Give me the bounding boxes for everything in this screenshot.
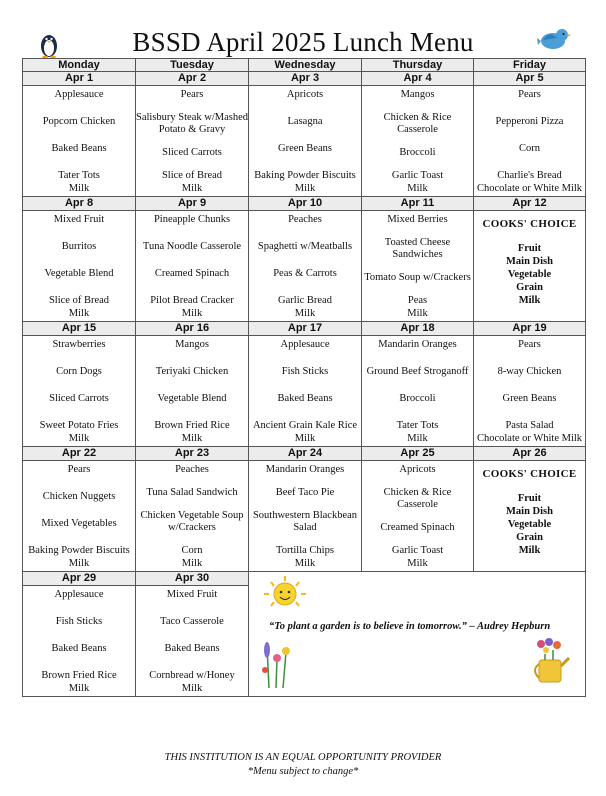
lunch-menu-table xyxy=(22,58,586,697)
menu-item: Corn Dogs xyxy=(56,366,102,377)
menu-milk: Milk xyxy=(294,558,316,569)
date-label: Apr 1 xyxy=(23,72,136,86)
menu-cell xyxy=(23,461,136,572)
menu-item: Fish Sticks xyxy=(55,616,103,627)
menu-item: Ground Beef Stroganoff xyxy=(366,366,469,377)
day-header-monday: Monday xyxy=(23,59,136,72)
menu-item: Sliced Carrots xyxy=(162,147,222,158)
menu-item: Teriyaki Chicken xyxy=(155,366,229,377)
quote-text: “To plant a garden is to believe in tomorrow.” – Audrey Hepburn xyxy=(269,621,551,632)
menu-item: Pasta Salad xyxy=(505,420,554,431)
menu-milk: Milk xyxy=(407,558,428,569)
date-label: Apr 29 xyxy=(23,572,136,586)
menu-item: Green Beans xyxy=(278,143,332,154)
menu-item: Apricots xyxy=(399,464,436,475)
date-label: Apr 3 xyxy=(249,72,362,86)
menu-item: Mandarin Oranges xyxy=(265,464,345,475)
menu-item: Vegetable Blend xyxy=(157,393,227,404)
date-label: Apr 30 xyxy=(136,572,249,586)
menu-item: Broccoli xyxy=(399,393,436,404)
cooks-choice-heading: COOKS' CHOICE xyxy=(482,218,577,230)
menu-item: Brown Fried Rice xyxy=(154,420,230,431)
menu-milk: Milk xyxy=(181,683,203,694)
day-header-thursday: Thursday xyxy=(362,59,474,72)
menu-item: Baked Beans xyxy=(51,143,107,154)
menu-item: Sweet Potato Fries xyxy=(39,420,119,431)
date-row xyxy=(23,572,586,586)
date-label: Apr 11 xyxy=(362,197,474,211)
menu-item: Strawberries xyxy=(52,339,106,350)
cooks-choice-item: Main Dish xyxy=(506,256,553,267)
menu-cell xyxy=(474,461,586,572)
menu-cell xyxy=(474,86,586,197)
quote-panel xyxy=(249,572,586,697)
menu-item: Creamed Spinach xyxy=(380,522,455,533)
menu-cell xyxy=(23,86,136,197)
menu-milk: Milk xyxy=(68,683,90,694)
menu-milk: Milk xyxy=(294,308,316,319)
cooks-choice-item: Main Dish xyxy=(506,506,553,517)
menu-item: Tortilla Chips xyxy=(276,545,334,556)
menu-cell xyxy=(362,461,474,572)
menu-milk: Milk xyxy=(294,433,316,444)
menu-item: Mixed Vegetables xyxy=(41,518,117,529)
day-header-friday: Friday xyxy=(474,59,586,72)
date-label: Apr 25 xyxy=(362,447,474,461)
menu-item: Peas & Carrots xyxy=(273,268,337,279)
menu-item: Tuna Noodle Casserole xyxy=(142,241,242,252)
menu-item: Peaches xyxy=(288,214,322,225)
menu-item: Garlic Bread xyxy=(278,295,332,306)
cooks-choice-item: Grain xyxy=(516,532,543,543)
menu-milk: Milk xyxy=(407,433,428,444)
menu-item: Mangos xyxy=(400,89,435,100)
cooks-choice-item: Fruit xyxy=(517,493,542,504)
menu-item: Brown Fried Rice xyxy=(41,670,117,681)
date-label: Apr 16 xyxy=(136,322,249,336)
menu-milk: Milk xyxy=(407,183,428,194)
menu-milk: Milk xyxy=(181,183,203,194)
menu-item: Peaches xyxy=(175,464,209,475)
date-label: Apr 12 xyxy=(474,197,586,211)
menu-item: Baking Powder Biscuits xyxy=(28,545,130,556)
cooks-choice-item: Milk xyxy=(518,545,541,556)
equal-opportunity-notice: THIS INSTITUTION IS AN EQUAL OPPORTUNITY PROVIDER xyxy=(164,752,442,763)
cooks-choice-item: Grain xyxy=(516,282,543,293)
date-row xyxy=(23,72,586,86)
date-label: Apr 23 xyxy=(136,447,249,461)
menu-item: Toasted Cheese Sandwiches xyxy=(384,237,451,260)
menu-change-note: *Menu subject to change* xyxy=(247,766,359,777)
menu-item: Beef Taco Pie xyxy=(275,487,335,498)
menu-item: Mixed Fruit xyxy=(166,589,218,600)
flowers-icon xyxy=(259,636,293,688)
menu-item: Apricots xyxy=(286,89,324,100)
cooks-choice-item: Fruit xyxy=(517,243,542,254)
menu-item: Chicken & Rice Casserole xyxy=(383,112,452,135)
menu-item: Slice of Bread xyxy=(161,170,223,181)
date-label: Apr 4 xyxy=(362,72,474,86)
menu-cell xyxy=(362,211,474,322)
menu-item: Sliced Carrots xyxy=(49,393,109,404)
date-label: Apr 5 xyxy=(474,72,586,86)
menu-item: Burritos xyxy=(61,241,97,252)
menu-item: Pears xyxy=(518,339,541,350)
menu-row xyxy=(23,336,586,447)
cooks-choice-item: Milk xyxy=(518,295,541,306)
day-header-tuesday: Tuesday xyxy=(136,59,249,72)
date-row xyxy=(23,322,586,336)
menu-cell xyxy=(249,86,362,197)
menu-milk: Milk xyxy=(68,558,90,569)
menu-item: Corn xyxy=(181,545,203,556)
menu-item: Cornbread w/Honey xyxy=(149,670,235,681)
menu-row xyxy=(23,211,586,322)
menu-cell xyxy=(249,461,362,572)
page-title: BSSD April 2025 Lunch Menu xyxy=(132,27,474,57)
menu-item: Southwestern Blackbean Salad xyxy=(252,510,358,533)
menu-milk: Milk xyxy=(407,308,428,319)
menu-item: Garlic Toast xyxy=(391,170,444,181)
menu-item: 8-way Chicken xyxy=(497,366,562,377)
menu-item: Broccoli xyxy=(399,147,436,158)
menu-item: Corn xyxy=(519,143,540,154)
menu-cell xyxy=(23,336,136,447)
date-label: Apr 19 xyxy=(474,322,586,336)
date-label: Apr 22 xyxy=(23,447,136,461)
menu-item: Applesauce xyxy=(54,589,104,600)
menu-item: Mixed Fruit xyxy=(53,214,105,225)
menu-item: Chicken Vegetable Soup w/Crackers xyxy=(140,510,244,533)
menu-milk: Chocolate or White Milk xyxy=(476,433,583,444)
day-header-row xyxy=(23,59,586,72)
watering-can-icon xyxy=(531,636,571,688)
menu-item: Ancient Grain Kale Rice xyxy=(252,420,358,431)
menu-cell xyxy=(249,211,362,322)
cooks-choice-item: Vegetable xyxy=(507,269,552,280)
menu-item: Baked Beans xyxy=(164,643,220,654)
menu-cell xyxy=(249,336,362,447)
menu-item: Chicken & Rice Casserole xyxy=(383,487,452,510)
date-label: Apr 8 xyxy=(23,197,136,211)
menu-item: Pears xyxy=(180,89,204,100)
menu-item: Pears xyxy=(518,89,541,100)
menu-item: Peas xyxy=(407,295,428,306)
menu-cell xyxy=(362,86,474,197)
menu-item: Tuna Salad Sandwich xyxy=(146,487,238,498)
menu-item: Slice of Bread xyxy=(48,295,110,306)
menu-cell xyxy=(23,211,136,322)
menu-milk: Milk xyxy=(68,433,90,444)
date-label: Apr 9 xyxy=(136,197,249,211)
menu-row xyxy=(23,461,586,572)
sun-icon xyxy=(259,574,311,614)
cooks-choice-heading: COOKS' CHOICE xyxy=(482,468,577,480)
cooks-choice xyxy=(474,465,585,569)
menu-item: Mangos xyxy=(175,339,209,350)
menu-item: Applesauce xyxy=(54,89,104,100)
cooks-choice-item: Vegetable xyxy=(507,519,552,530)
menu-cell xyxy=(136,586,249,697)
menu-milk: Milk xyxy=(68,183,90,194)
menu-item: Tater Tots xyxy=(396,420,439,431)
menu-item: Popcorn Chicken xyxy=(42,116,116,127)
menu-cell xyxy=(136,461,249,572)
menu-item: Garlic Toast xyxy=(391,545,444,556)
date-label: Apr 10 xyxy=(249,197,362,211)
menu-cell xyxy=(474,211,586,322)
menu-item: Lasagna xyxy=(287,116,323,127)
date-row xyxy=(23,447,586,461)
day-header-wednesday: Wednesday xyxy=(249,59,362,72)
menu-item: Pineapple Chunks xyxy=(153,214,231,225)
menu-item: Baked Beans xyxy=(277,393,333,404)
menu-row xyxy=(23,86,586,197)
menu-item: Vegetable Blend xyxy=(44,268,114,279)
date-label: Apr 15 xyxy=(23,322,136,336)
menu-item: Creamed Spinach xyxy=(154,268,230,279)
menu-milk: Milk xyxy=(68,308,90,319)
menu-item: Pilot Bread Cracker xyxy=(150,295,234,306)
menu-cell xyxy=(136,86,249,197)
menu-item: Applesauce xyxy=(280,339,330,350)
menu-item: Tomato Soup w/Crackers xyxy=(364,272,471,283)
menu-item: Pepperoni Pizza xyxy=(495,116,564,127)
date-label: Apr 26 xyxy=(474,447,586,461)
menu-item: Green Beans xyxy=(502,393,557,404)
menu-item: Mixed Berries xyxy=(387,214,448,225)
menu-cell xyxy=(136,211,249,322)
menu-item: Charlie's Bread xyxy=(497,170,562,181)
menu-item: Fish Sticks xyxy=(281,366,329,377)
bluebird-icon xyxy=(537,26,571,52)
date-label: Apr 2 xyxy=(136,72,249,86)
menu-milk: Milk xyxy=(181,558,203,569)
menu-item: Mandarin Oranges xyxy=(378,339,457,350)
menu-item: Taco Casserole xyxy=(160,616,224,627)
menu-item: Salisbury Steak w/Mashed Potato & Gravy xyxy=(136,112,248,135)
date-label: Apr 18 xyxy=(362,322,474,336)
menu-item: Pears xyxy=(67,464,91,475)
menu-milk: Milk xyxy=(294,183,316,194)
penguin-icon xyxy=(39,30,59,58)
menu-cell xyxy=(474,336,586,447)
date-label: Apr 17 xyxy=(249,322,362,336)
menu-cell xyxy=(362,336,474,447)
menu-milk: Chocolate or White Milk xyxy=(476,183,583,194)
menu-cell xyxy=(136,336,249,447)
menu-item: Tater Tots xyxy=(58,170,100,181)
date-label: Apr 24 xyxy=(249,447,362,461)
menu-item: Baking Powder Biscuits xyxy=(254,170,356,181)
menu-milk: Milk xyxy=(181,433,203,444)
menu-item: Spaghetti w/Meatballs xyxy=(257,241,353,252)
menu-item: Baked Beans xyxy=(51,643,107,654)
date-row xyxy=(23,197,586,211)
menu-milk: Milk xyxy=(181,308,203,319)
menu-item: Chicken Nuggets xyxy=(42,491,116,502)
cooks-choice xyxy=(474,215,585,319)
menu-cell xyxy=(23,586,136,697)
